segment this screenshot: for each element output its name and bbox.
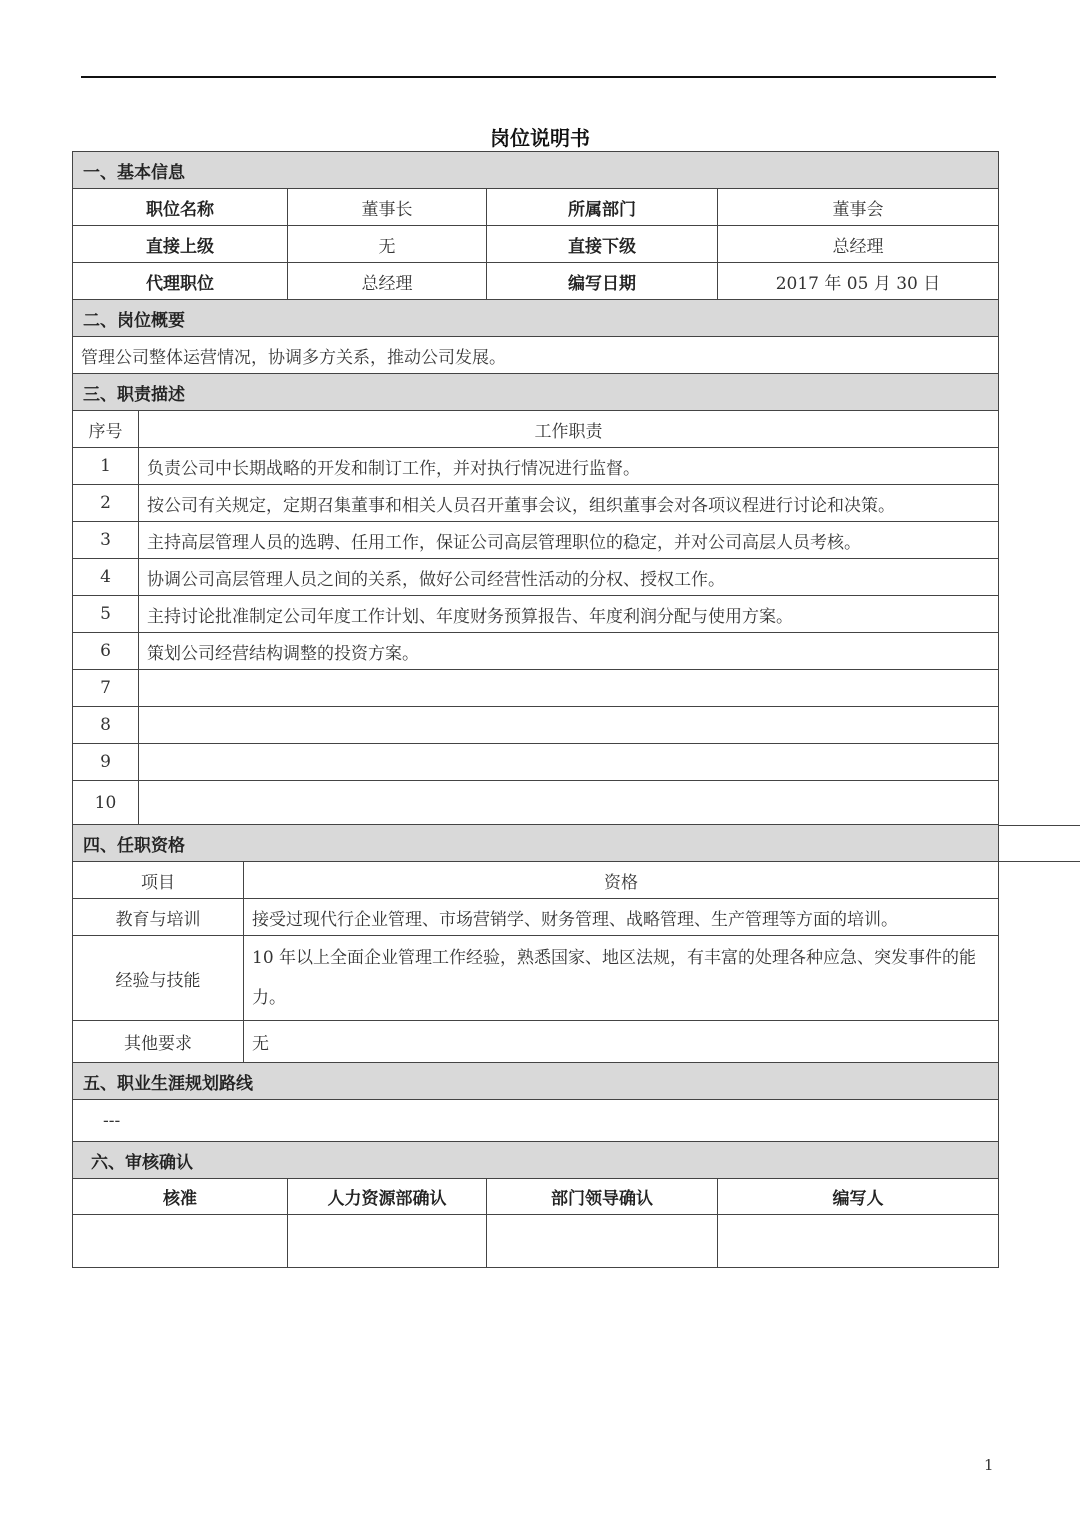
section-title: 四、任职资格 (73, 825, 999, 862)
duty-row (73, 596, 999, 633)
duty-row (73, 448, 999, 485)
duty-number: 3 (73, 522, 139, 559)
qualification-text: 无 (244, 1021, 999, 1063)
duty-number: 2 (73, 485, 139, 522)
duty-number: 4 (73, 559, 139, 596)
qualification-text: 10 年以上全面企业管理工作经验，熟悉国家、地区法规，有丰富的处理各种应急、突发事件的能力。 (244, 936, 999, 1021)
duty-number: 6 (73, 633, 139, 670)
duty-number: 8 (73, 707, 139, 744)
duty-row (73, 559, 999, 596)
summary-row (73, 337, 999, 374)
duty-row (73, 707, 999, 744)
field-value: 总经理 (288, 263, 487, 300)
field-label: 所属部门 (487, 189, 718, 226)
basic-info-row (73, 263, 999, 300)
field-label: 直接上级 (73, 226, 288, 263)
duty-number: 7 (73, 670, 139, 707)
section-career-path-header (73, 1063, 999, 1100)
basic-info-row (73, 189, 999, 226)
field-label: 代理职位 (73, 263, 288, 300)
duty-text (139, 781, 999, 825)
qualifications-column-header (73, 862, 999, 899)
field-value: 2017 年 05 月 30 日 (718, 263, 999, 300)
col-header-duty: 工作职责 (139, 411, 999, 448)
col-header-no: 序号 (73, 411, 139, 448)
qualification-row (73, 899, 999, 936)
duty-text: 负责公司中长期战略的开发和制订工作，并对执行情况进行监督。 (139, 448, 999, 485)
position-summary: 管理公司整体运营情况，协调多方关系，推动公司发展。 (73, 337, 999, 374)
approval-col-approve: 核准 (73, 1179, 288, 1215)
header-rule (81, 76, 996, 78)
signature-cell-author[interactable] (718, 1215, 999, 1268)
col-header-item: 项目 (73, 862, 244, 899)
section-title: 五、职业生涯规划路线 (73, 1063, 999, 1100)
duty-text (139, 670, 999, 707)
field-value: 董事长 (288, 189, 487, 226)
document-title: 岗位说明书 (490, 126, 590, 150)
signature-cell-approve[interactable] (73, 1215, 288, 1268)
margin-line (998, 861, 1080, 862)
section-title: 一、基本信息 (73, 152, 999, 189)
field-value: 董事会 (718, 189, 999, 226)
duty-row (73, 781, 999, 825)
section-duties-header (73, 374, 999, 411)
duty-number: 5 (73, 596, 139, 633)
section-title: 二、岗位概要 (73, 300, 999, 337)
duty-row (73, 522, 999, 559)
approval-col-author: 编写人 (718, 1179, 999, 1215)
duty-text: 策划公司经营结构调整的投资方案。 (139, 633, 999, 670)
field-label: 编写日期 (487, 263, 718, 300)
section-qualifications-header (73, 825, 999, 862)
duty-text: 主持讨论批准制定公司年度工作计划、年度财务预算报告、年度利润分配与使用方案。 (139, 596, 999, 633)
basic-info-row (73, 226, 999, 263)
approval-signature-row (73, 1215, 999, 1268)
duty-text (139, 744, 999, 781)
section-summary-header (73, 300, 999, 337)
margin-line (998, 825, 1080, 826)
qualification-text: 接受过现代行企业管理、市场营销学、财务管理、战略管理、生产管理等方面的培训。 (244, 899, 999, 936)
duty-number: 10 (73, 781, 139, 825)
section-basic-info-header (73, 152, 999, 189)
duty-text: 协调公司高层管理人员之间的关系，做好公司经营性活动的分权、授权工作。 (139, 559, 999, 596)
qualification-item: 教育与培训 (73, 899, 244, 936)
qualification-row (73, 1021, 999, 1063)
duty-number: 1 (73, 448, 139, 485)
signature-cell-hr[interactable] (288, 1215, 487, 1268)
career-path-row (73, 1100, 999, 1142)
qualification-item: 经验与技能 (73, 936, 244, 1021)
duty-row (73, 485, 999, 522)
field-label: 职位名称 (73, 189, 288, 226)
field-label: 直接下级 (487, 226, 718, 263)
job-description-table (72, 151, 999, 1268)
duty-text (139, 707, 999, 744)
section-title: 三、职责描述 (73, 374, 999, 411)
field-value: 无 (288, 226, 487, 263)
duty-row (73, 744, 999, 781)
col-header-qual: 资格 (244, 862, 999, 899)
field-value: 总经理 (718, 226, 999, 263)
duty-number: 9 (73, 744, 139, 781)
qualification-item: 其他要求 (73, 1021, 244, 1063)
signature-cell-dept-lead[interactable] (487, 1215, 718, 1268)
duty-row (73, 670, 999, 707)
qualification-row (73, 936, 999, 1021)
duty-text: 主持高层管理人员的选聘、任用工作，保证公司高层管理职位的稳定，并对公司高层人员考核。 (139, 522, 999, 559)
section-approval-header (73, 1142, 999, 1179)
approval-column-header (73, 1179, 999, 1215)
career-path-content: --- (73, 1100, 999, 1142)
duties-column-header (73, 411, 999, 448)
duty-text: 按公司有关规定，定期召集董事和相关人员召开董事会议，组织董事会对各项议程进行讨论和决策。 (139, 485, 999, 522)
page-number: 1 (984, 1456, 994, 1474)
duty-row (73, 633, 999, 670)
approval-col-dept-lead: 部门领导确认 (487, 1179, 718, 1215)
approval-col-hr: 人力资源部确认 (288, 1179, 487, 1215)
section-title: 六、审核确认 (73, 1142, 999, 1179)
